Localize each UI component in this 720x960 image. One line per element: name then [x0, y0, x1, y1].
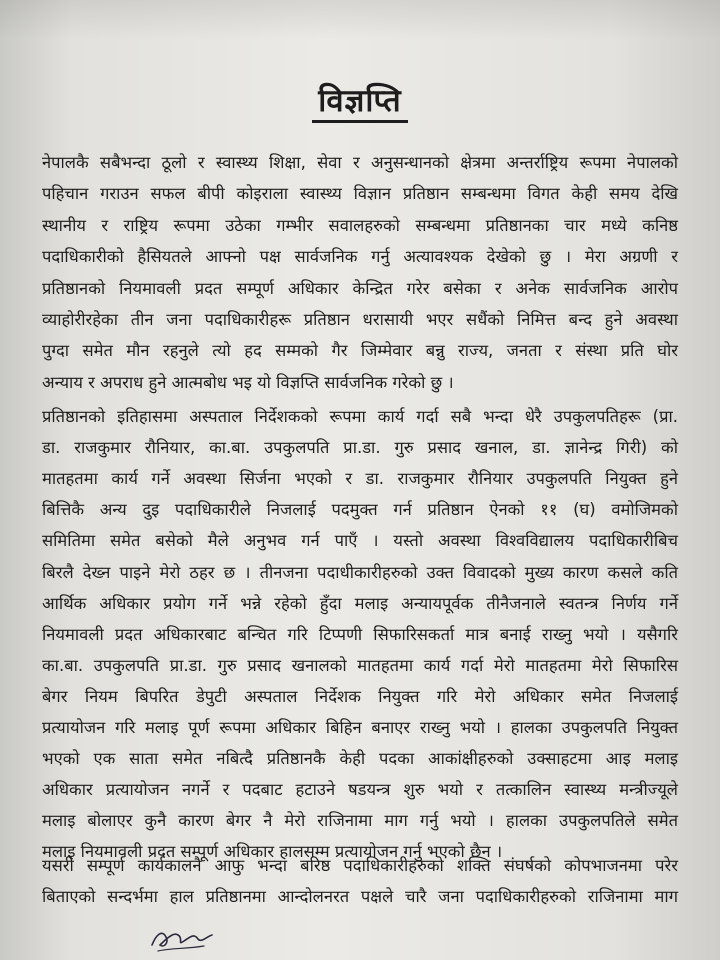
text-line: अधिकार प्रत्यायोजन नगर्ने र पदबाट हटाउने षडयन्त्र शुरु भयो र तत्कालिन स्वास्थ्य मन्त्रीज्यूले — [42, 780, 678, 800]
text-line: पुग्दा समेत मौन रहनुले त्यो हद सम्मको गैर जिम्मेवार बन्नु राज्य, जनता र संस्था प्रति घोर — [42, 341, 678, 361]
text-line: बिताएको सन्दर्भमा हाल प्रतिष्ठानमा आन्दोलनरत पक्षले चारै जना पदाधिकारीहरुको राजिनामा माग — [42, 887, 678, 906]
text-line: अन्याय र अपराध हुने आत्मबोध भइ यो विज्ञप्ति सार्वजनिक गरेको छु । — [42, 372, 454, 392]
text-line: प्रतिष्ठानको नियमावली प्रदत सम्पूर्ण अधिकार केन्द्रित गरेर बसेका र अनेक सार्वजनिक आरोप — [42, 278, 678, 298]
text-line: आर्थिक अधिकार प्रयोग गर्ने भन्ने रहेको हुँदा मलाइ अन्यायपूर्वक तीनैजनाले स्वतन्त्र निर्णय गर्ने — [42, 593, 678, 613]
notice-title-text: विज्ञप्ति — [312, 82, 407, 123]
text-line: व्याहोरीरहेका तीन जना पदाधिकारीहरू प्रतिष्ठान धरासायी भएर सधैंको निमित्त बन्द हुने अवस्था — [42, 310, 678, 329]
text-line: समितिमा समेत बसेको मैले अनुभव गर्न पाएँ । यस्तो अवस्था विश्वविद्यालय पदाधिकारीबिच — [42, 531, 678, 551]
text-line: डा. राजकुमार रौनियार, का.बा. उपकुलपति प्रा.डा. गुरु प्रसाद खनाल, डा. ज्ञानेन्द्र गिरी) को — [42, 438, 678, 458]
signature-mark — [146, 915, 220, 955]
text-line: भएको एक साता समेत नबित्दै प्रतिष्ठानकै केही पदका आकांक्षीहरुको उक्साहटमा आइ मलाइ — [42, 749, 678, 769]
text-line: नियमावली प्रदत अधिकारबाट बन्चित गरि टिप्पणी सिफारिसकर्ता मात्र बनाई राख्नु भयो । यसैगरि — [42, 624, 678, 644]
text-line: पदाधिकारीको हैसियतले आफ्नो पक्ष सार्वजनिक गर्नु अत्यावश्यक देखेको छु । मेरा अग्रणी र — [42, 247, 678, 267]
text-line: का.बा. उपकुलपति प्रा.डा. गुरु प्रसाद खनालको मातहतमा कार्य गर्दा मेरो मातहतमा मेरो सिफारिस — [42, 655, 678, 675]
text-line: स्थानीय र राष्ट्रिय रूपमा उठेका गम्भीर सवालहरुको सम्बन्धमा प्रतिष्ठानका चार मध्ये कनिष्ठ — [42, 215, 678, 235]
text-line: प्रत्यायोजन गरि मलाइ पूर्ण रूपमा अधिकार बिहिन बनाएर राख्नु भयो । हालका उपकुलपति नियुक्त — [42, 718, 678, 737]
text-line: मलाइ नियमावली प्रदत सम्पूर्ण अधिकार हालसम्म प्रत्यायोजन गर्नु भएको छैन । — [42, 842, 503, 862]
top-shadow — [0, 0, 720, 40]
text-line: बेगर नियम बिपरित डेपुटी अस्पताल निर्देशक नियुक्त गरि मेरो अधिकार समेत निजलाई — [42, 686, 678, 706]
text-line: बिरलै देख्न पाइने मेरो ठहर छ । तीनजना पदाधीकारीहरुको उक्त विवादको मुख्य कारण कसले कति — [42, 562, 678, 582]
text-line: मातहतमा कार्य गर्ने अवस्था सिर्जना भएको र डा. राजकुमार रौनियार उपकुलपति नियुक्त हुने — [42, 469, 678, 489]
text-line: मलाइ बोलाएर कुनै कारण बेगर नै मेरो राजिनामा माग गर्नु भयो । हालका उपकुलपतिले समेत — [42, 811, 678, 831]
text-line: पहिचान गराउन सफल बीपी कोइराला स्वास्थ्य विज्ञान प्रतिष्ठान सम्बन्धमा विगत केही समय देखि — [42, 184, 678, 204]
text-line: प्रतिष्ठानको इतिहासमा अस्पताल निर्देशकको रूपमा कार्य गर्दा सबै भन्दा धेरै उपकुलपतिहरू (प्रा. — [42, 407, 678, 426]
text-line: यसरी सम्पूर्ण कार्यकालनै आफु भन्दा बरिष्ठ पदाधिकारीहरुको शक्ति संघर्षको कोपभाजनमा परेर — [42, 856, 678, 875]
text-line: बित्तिकै अन्य दुइ पदाधिकारीले निजलाई पदमुक्त गर्न प्रतिष्ठान ऐनको ११ (घ) वमोजिमको — [42, 500, 678, 520]
text-line: नेपालकै सबैभन्दा ठूलो र स्वास्थ्य शिक्षा, सेवा र अनुसन्धानको क्षेत्रमा अन्तर्राष्ट्रिय रूपमा नेपालको — [42, 153, 678, 172]
notice-title — [0, 82, 720, 123]
